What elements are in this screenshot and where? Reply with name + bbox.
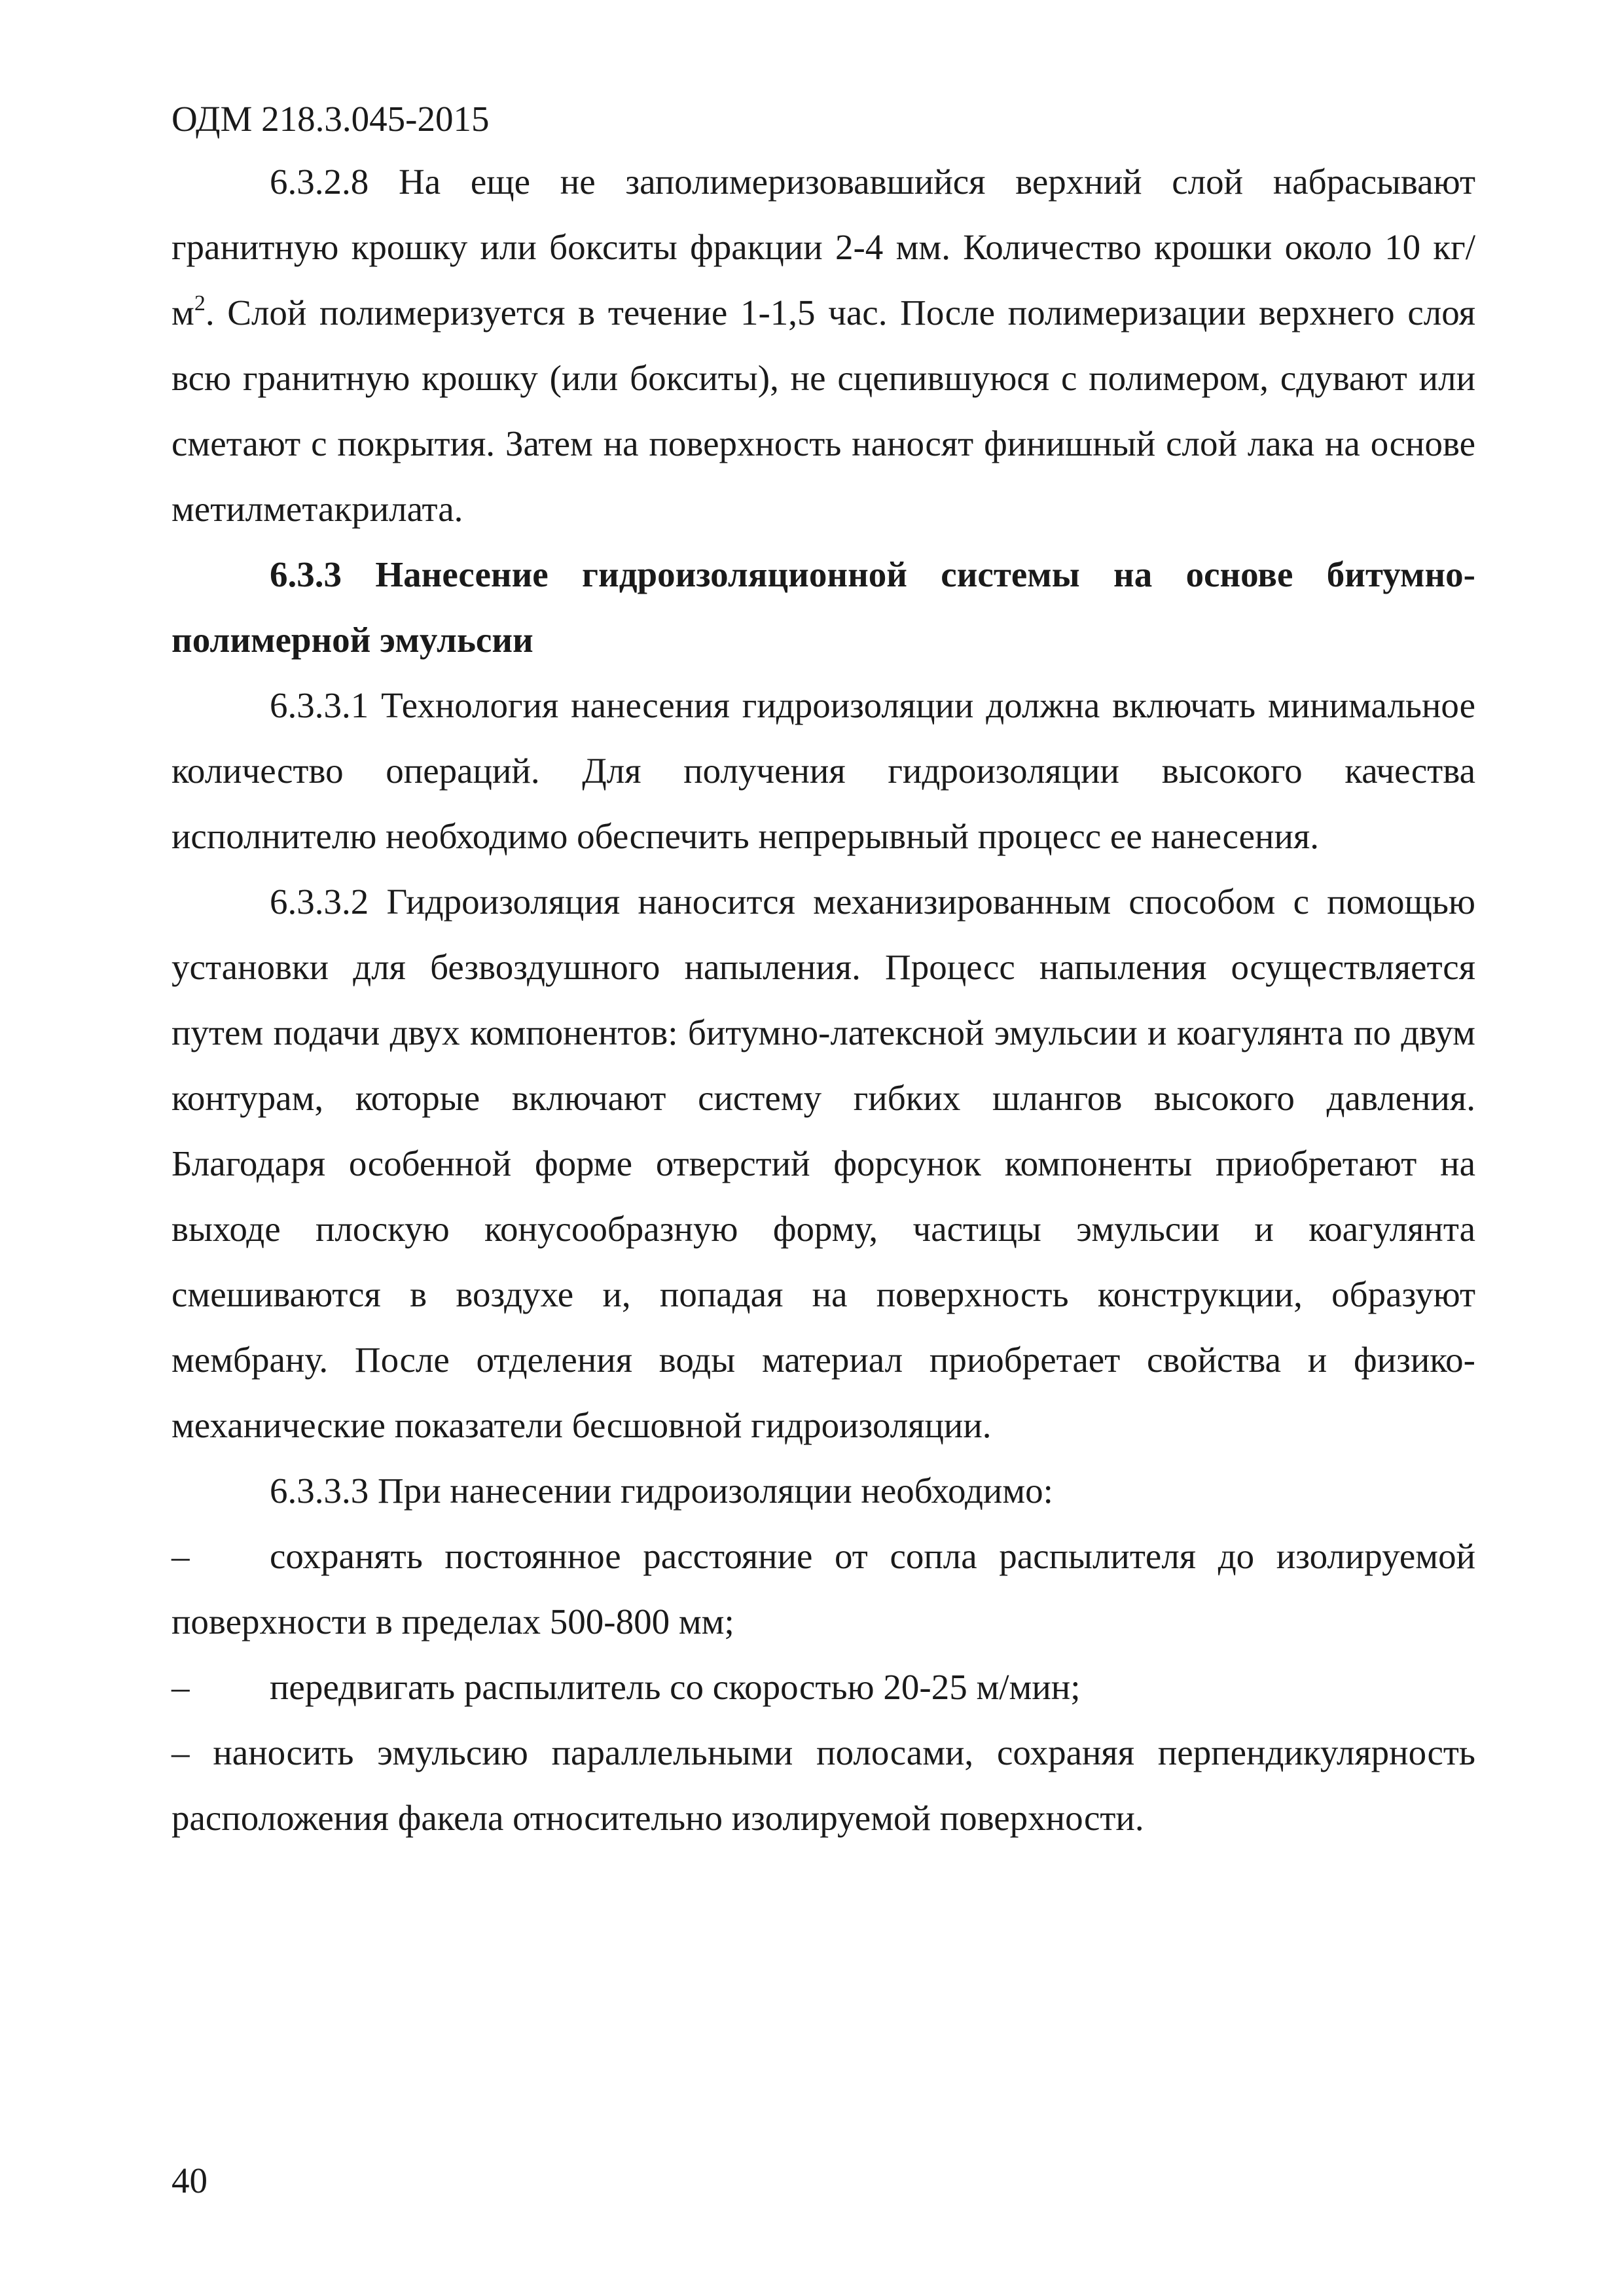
list-item [171,1655,1475,1720]
list-item-text: наносить эмульсию параллельными полосами, сохраняя перпендикулярность расположения факела относительно изолируемой поверхности. [171,1732,1475,1838]
list-dash: – [171,1732,190,1772]
page-body [171,149,1475,1851]
list-item [171,1524,1475,1655]
list-item-text: передвигать распылитель со скоростью 20-25 м/мин; [270,1667,1081,1707]
paragraph-6-3-2-8-part2: . Слой полимеризуется в течение 1-1,5 час. После полимеризации верхнего слоя всю гранитную крошку (или бокситы), не сцепившуюся с полимером, сдувают или сметают с покрытия. Затем на поверхность наносят финишный слой лака на основе метилметакрилата. [171,293,1475,529]
superscript-2: 2 [194,291,206,315]
list-item [171,1720,1475,1851]
paragraph-6-3-2-8-part1: 6.3.2.8 На еще не заполимеризовавшийся верхний слой набрасывают гранитную крошку или бокситы фракции 2-4 мм. Количество крошки около 10 кг/м [171,162,1475,332]
list-dash: – [171,1536,190,1576]
paragraph-6-3-3-2: 6.3.3.2 Гидроизоляция наносится механизированным способом с помощью установки для безвоздушного напыления. Процесс напыления осуществляется путем подачи двух компонентов: битумно-латексной эмульсии и коагулянта по двум контурам, которые включают систему гибких шлангов высокого давления. Благодаря особенной форме отверстий форсунок компоненты приобретают на выходе плоскую конусообразную форму, частицы эмульсии и коагулянта смешиваются в воздухе и, попадая на поверхность конструкции, образуют мембрану. После отделения воды материал приобретает свойства и физико-механические показатели бесшовной гидроизоляции. [171,882,1475,1445]
paragraph-6-3-2-8 [171,149,1475,542]
paragraph-6-3-3-1: 6.3.3.1 Технология нанесения гидроизоляции должна включать минимальное количество операций. Для получения гидроизоляции высокого качества исполнителю необходимо обеспечить непрерывный процесс ее нанесения. [171,685,1475,856]
section-heading-6-3-3: 6.3.3 Нанесение гидроизоляционной системы на основе битумно-полимерной эмульсии [171,554,1475,660]
list-dash: – [171,1667,190,1707]
document-code: ОДМ 218.3.045-2015 [171,99,490,139]
paragraph-6-3-3-3: 6.3.3.3 При нанесении гидроизоляции необходимо: [270,1471,1053,1511]
page-number: 40 [171,2161,208,2200]
list-item-text: сохранять постоянное расстояние от сопла распылителя до изолируемой поверхности в пределах 500-800 мм; [171,1536,1475,1641]
